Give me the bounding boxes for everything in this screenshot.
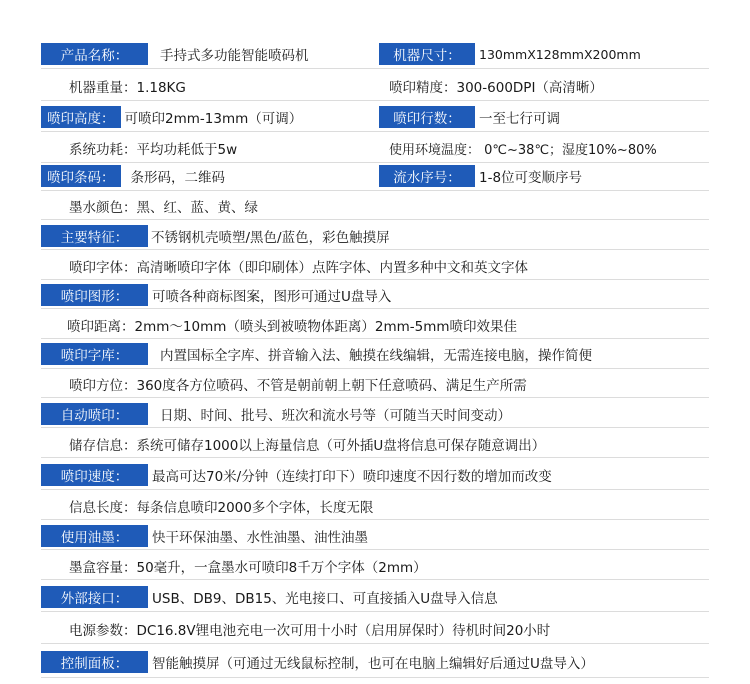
spec-row-auto-print bbox=[41, 400, 709, 428]
spec-value: 快干环保油墨、水性油墨、油性油墨 bbox=[152, 530, 368, 546]
spec-text: 喷印精度：300-600DPI（高清晰） bbox=[389, 80, 603, 96]
spec-label: 喷印图形： bbox=[41, 284, 148, 306]
spec-label: 喷印行数： bbox=[379, 106, 475, 128]
spec-value: 1-8位可变顺序号 bbox=[479, 170, 583, 186]
spec-value: 一至七行可调 bbox=[479, 111, 560, 127]
spec-label: 喷印速度： bbox=[41, 464, 148, 486]
spec-row-power-supply bbox=[41, 615, 709, 644]
spec-value: 内置国标全字库、拼音输入法、触摸在线编辑，无需连接电脑，操作简便 bbox=[160, 348, 592, 364]
spec-row-control-panel bbox=[41, 647, 709, 678]
spec-row-barcode bbox=[41, 162, 709, 191]
spec-text: 喷印字体：高清晰喷印字体（即印刷体）点阵字体、内置多种中文和英文字体 bbox=[69, 260, 528, 276]
spec-row-font bbox=[41, 253, 709, 280]
spec-row-ink-type bbox=[41, 523, 709, 550]
spec-row-orientation bbox=[41, 371, 709, 398]
spec-row-features bbox=[41, 222, 709, 250]
spec-row-power bbox=[41, 134, 709, 163]
spec-text: 喷印距离：2mm～10mm（喷头到被喷物体距离）2mm-5mm喷印效果佳 bbox=[67, 319, 518, 335]
spec-value: 智能触摸屏（可通过无线鼠标控制，也可在电脑上编辑好后通过U盘导入） bbox=[152, 656, 594, 672]
spec-value: 条形码，二维码 bbox=[130, 170, 225, 186]
spec-row-print-height bbox=[41, 103, 709, 132]
spec-value: 手持式多功能智能喷码机 bbox=[160, 48, 309, 64]
spec-label: 流水序号： bbox=[379, 165, 475, 187]
spec-text: 系统功耗：平均功耗低于5w bbox=[69, 142, 238, 158]
spec-row-speed bbox=[41, 460, 709, 490]
spec-text: 电源参数：DC16.8V锂电池充电一次可用十小时（启用屏保时）待机时间20小时 bbox=[69, 623, 551, 639]
spec-row-graphics bbox=[41, 282, 709, 309]
spec-row-interface bbox=[41, 583, 709, 612]
spec-row-charset bbox=[41, 340, 709, 369]
spec-value: 最高可达70米/分钟（连续打印下）喷印速度不因行数的增加而改变 bbox=[152, 468, 552, 485]
spec-text: 墨盒容量：50毫升，一盒墨水可喷印8千万个字体（2mm） bbox=[69, 560, 427, 576]
spec-label: 外部接口： bbox=[41, 586, 148, 608]
spec-row-distance bbox=[41, 312, 709, 339]
spec-text: 使用环境温度： 0℃~38℃；湿度10%~80% bbox=[389, 142, 657, 158]
spec-label: 喷印高度： bbox=[41, 106, 121, 128]
spec-value: 可喷各种商标图案，图形可通过U盘导入 bbox=[152, 289, 392, 305]
spec-row-weight bbox=[41, 72, 709, 101]
spec-row-length bbox=[41, 493, 709, 520]
spec-label: 控制面板： bbox=[41, 651, 148, 673]
spec-value: 可喷印2mm-13mm（可调） bbox=[124, 111, 303, 127]
spec-label: 主要特征： bbox=[41, 225, 148, 247]
spec-label: 喷印条码： bbox=[41, 165, 121, 187]
spec-row-storage bbox=[41, 430, 709, 458]
spec-text: 信息长度：每条信息喷印2000多个字体，长度无限 bbox=[69, 500, 374, 516]
spec-value: 不锈钢机壳喷塑/黑色/蓝色，彩色触摸屏 bbox=[151, 229, 390, 246]
spec-label: 机器尺寸： bbox=[379, 43, 475, 65]
spec-text: 储存信息：系统可储存1000以上海量信息（可外插U盘将信息可保存随意调出） bbox=[69, 437, 546, 454]
spec-row-cartridge bbox=[41, 553, 709, 580]
spec-label: 产品名称： bbox=[41, 43, 148, 65]
spec-text: 机器重量：1.18KG bbox=[69, 80, 186, 96]
spec-value: 日期、时间、批号、班次和流水号等（可随当天时间变动） bbox=[160, 407, 511, 424]
spec-row-ink-color bbox=[41, 193, 709, 220]
spec-value: 130mmX128mmX200mm bbox=[479, 46, 641, 62]
spec-text: 喷印方位：360度各方位喷码、不管是朝前朝上朝下任意喷码、满足生产所需 bbox=[69, 378, 527, 394]
spec-label: 自动喷印： bbox=[41, 403, 148, 425]
spec-text: 墨水颜色：黑、红、蓝、黄、绿 bbox=[69, 200, 258, 216]
spec-label: 使用油墨： bbox=[41, 525, 148, 547]
spec-label: 喷印字库： bbox=[41, 343, 148, 365]
spec-row-product-name bbox=[41, 40, 709, 69]
spec-value: USB、DB9、DB15、光电接口、可直接插入U盘导入信息 bbox=[152, 591, 498, 607]
